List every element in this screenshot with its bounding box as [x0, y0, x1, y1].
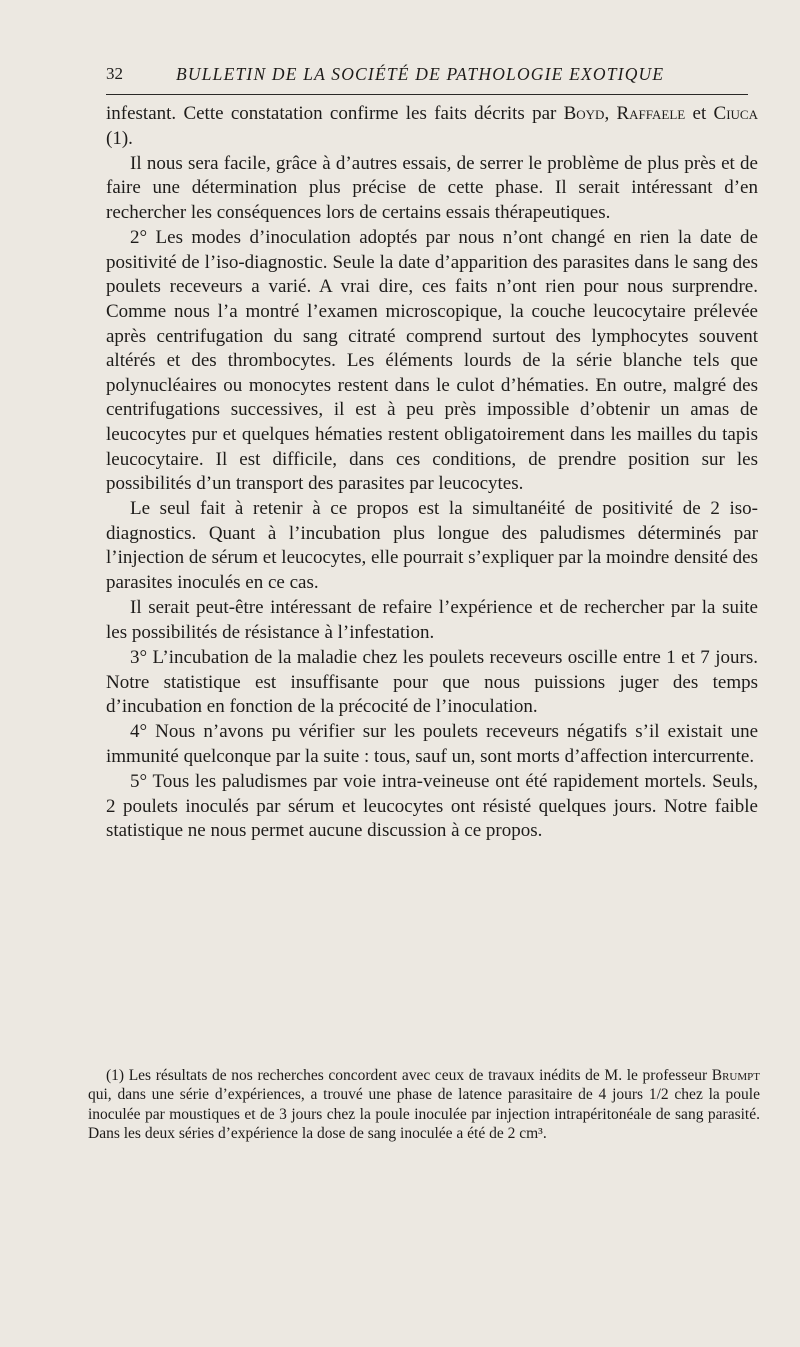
author-name-ciuca: Ciuca — [713, 103, 758, 124]
paragraph-3: 2° Les modes d’inoculation adoptés par nous n’ont changé en rien la date de positivité de l’iso-diagnostic. Seule la date d’apparition des parasites dans le sang des poulets receveurs a varié. A vrai dire, ces faits n’ont rien pour nous surprendre. Comme nous l’a montré l’examen microscopique, la couche leucocytaire prélevée après centrifugation du sang citraté comprend surtout des lymphocytes souvent altérés et des thrombocytes. Les éléments lourds de la série blanche tels que polynucléaires ou monocytes restent dans le culot d’hématies. En outre, malgré des centrifugations successives, il est à peu près impossible d’obtenir un amas de leucocytes pur et quelques hématies restent obligatoirement dans les mailles du tapis leucocytaire. Il est difficile, dans ces conditions, de prendre position sur les possibilités d’un transport des parasites par leucocytes. — [106, 227, 758, 495]
footnote — [88, 1066, 760, 1143]
page-header — [106, 62, 748, 95]
paragraph-8: 5° Tous les paludismes par voie intra-veineuse ont été rapidement mortels. Seuls, 2 poulets inoculés par sérum et leucocytes ont résisté quelques jours. Notre faible statistique ne nous permet aucune discussion à ce propos. — [106, 771, 758, 842]
footnote-paragraph — [88, 1066, 760, 1143]
paragraph-1-text-a: infestant. Cette constatation confirme les faits décrits par — [106, 103, 564, 124]
page-number: 32 — [106, 64, 123, 83]
paragraph-7: 4° Nous n’avons pu vérifier sur les poulets receveurs négatifs s’il existait une immunité quelconque par la suite : tous, sauf un, sont morts d’affection intercurrente. — [106, 721, 758, 767]
paragraph-6: 3° L’incubation de la maladie chez les poulets receveurs oscille entre 1 et 7 jours. Notre statistique est insuffisante pour que nous puissions juger des temps d’incubation en fonction de la précocité de l’inoculation. — [106, 647, 758, 718]
author-name-raffaele: Raffaele — [616, 103, 686, 124]
paragraph-4: Le seul fait à retenir à ce propos est la simultanéité de positivité de 2 iso-diagnostics. Quant à l’incubation plus longue des paludismes déterminés par l’injection de sérum et leucocytes, elle pourrait s’expliquer par la moindre densité des parasites inoculés en ce cas. — [106, 498, 758, 594]
paragraph-1-text-c: et — [685, 103, 714, 124]
paragraph-1-text-d: (1). — [106, 127, 133, 149]
running-title: BULLETIN DE LA SOCIÉTÉ DE PATHOLOGIE EXOTIQUE — [176, 64, 665, 84]
author-name-brumpt: Brumpt — [711, 1067, 760, 1084]
body-text — [106, 102, 758, 845]
paragraph-1 — [106, 102, 758, 151]
paragraph-1-text-b: , — [604, 103, 617, 124]
footnote-text-b: qui, dans une série d’expériences, a trouvé une phase de latence parasitaire de 4 jours 1/2 chez la poule inoculée par moustiques et de 3 jours chez la poule inoculée par injection intrapéritonéale de sang parasité. Dans les deux séries d’expérience la dose de sang inoculée a été de 2 cm³. — [88, 1086, 760, 1142]
paragraph-2: Il nous sera facile, grâce à d’autres essais, de serrer le problème de plus près et de faire une détermination plus précise de cette phase. Il serait intéressant d’en rechercher les conséquences lors de certains essais thérapeutiques. — [106, 152, 758, 223]
author-name-boyd: Boyd — [563, 103, 605, 124]
paragraph-5: Il serait peut-être intéressant de refaire l’expérience et de rechercher par la suite les possibilités de résistance à l’infestation. — [106, 597, 758, 643]
footnote-text-a: (1) Les résultats de nos recherches concordent avec ceux de travaux inédits de M. le professeur — [106, 1067, 712, 1084]
